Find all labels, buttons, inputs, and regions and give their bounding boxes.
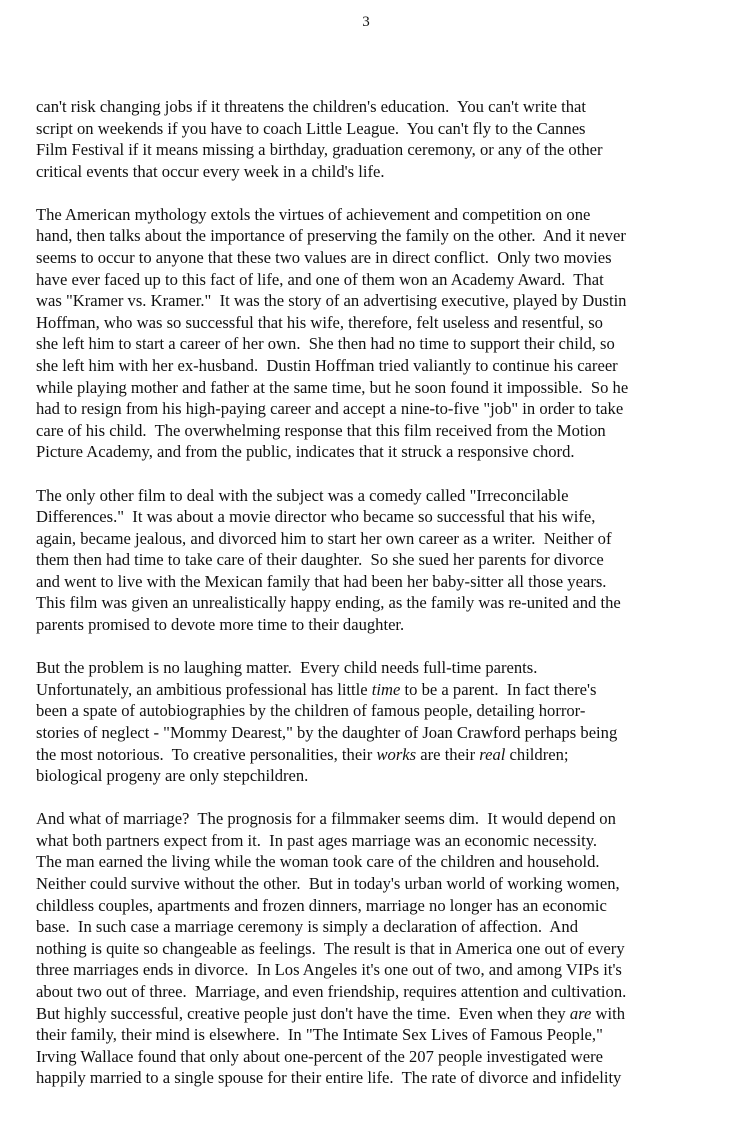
text-segment: and went to live with the Mexican family that had been her baby-sitter all those years. [36, 571, 607, 591]
text-segment: again, became jealous, and divorced him to start her own career as a writer. Neither of [36, 528, 612, 548]
text-line [36, 225, 726, 247]
text-line [36, 485, 726, 507]
text-line [36, 830, 726, 852]
text-segment: hand, then talks about the importance of preserving the family on the other. And it never [36, 226, 626, 246]
paragraph [36, 96, 726, 182]
text-segment: Picture Academy, and from the public, indicates that it struck a responsive chord. [36, 442, 575, 462]
text-line [36, 744, 726, 766]
text-line [36, 398, 726, 420]
text-line [36, 808, 726, 830]
page-number: 3 [362, 14, 370, 30]
italic-text: real [479, 744, 506, 764]
text-line [36, 700, 726, 722]
italic-text: works [376, 744, 417, 764]
text-segment: biological progeny are only stepchildren. [36, 766, 309, 786]
text-line [36, 290, 726, 312]
text-line [36, 765, 726, 787]
text-segment: have ever faced up to this fact of life, and one of them won an Academy Award. That [36, 269, 604, 289]
text-line [36, 571, 726, 593]
text-segment: can't risk changing jobs if it threatens the children's education. You can't write that [36, 97, 586, 116]
text-segment: about two out of three. Marriage, and even friendship, requires attention and cultivation. [36, 981, 627, 1001]
text-line [36, 269, 726, 291]
text-segment: The only other film to deal with the subject was a comedy called "Irreconcilable [36, 485, 569, 505]
text-line [36, 333, 726, 355]
text-line [36, 614, 726, 636]
text-line [36, 161, 726, 183]
text-line [36, 959, 726, 981]
text-line [36, 204, 726, 226]
text-line [36, 549, 726, 571]
text-segment: the most notorious. To creative personalities, their [36, 744, 377, 764]
text-segment: happily married to a single spouse for their entire life. The rate of divorce and infidelity [36, 1068, 622, 1088]
text-segment: The man earned the living while the woman took care of the children and household. [36, 852, 600, 872]
text-segment: was "Kramer vs. Kramer." It was the story of an advertising executive, played by Dustin [36, 291, 627, 311]
text-segment: critical events that occur every week in a child's life. [36, 161, 385, 181]
text-line [36, 895, 726, 917]
text-line [36, 312, 726, 334]
text-line [36, 1024, 726, 1046]
text-segment: been a spate of autobiographies by the children of famous people, detailing horror- [36, 701, 586, 721]
paragraph [36, 204, 726, 463]
text-segment: them then had time to take care of their daughter. So she sued her parents for divorce [36, 550, 604, 570]
text-line [36, 916, 726, 938]
text-segment: This film was given an unrealistically happy ending, as the family was re-united and the [36, 593, 621, 613]
text-line [36, 722, 726, 744]
text-segment: she left him with her ex-husband. Dustin Hoffman tried valiantly to continue his career [36, 356, 618, 376]
text-segment: Differences." It was about a movie director who became so successful that his wife, [36, 507, 596, 527]
text-segment: But highly successful, creative people just don't have the time. Even when they [36, 1003, 570, 1023]
text-line [36, 851, 726, 873]
text-segment: what both partners expect from it. In past ages marriage was an economic necessity. [36, 830, 598, 850]
text-segment: And what of marriage? The prognosis for a filmmaker seems dim. It would depend on [36, 809, 616, 829]
text-line [36, 528, 726, 550]
italic-text: time [371, 679, 401, 699]
text-line [36, 420, 726, 442]
text-line [36, 679, 726, 701]
text-segment: had to resign from his high-paying career and accept a nine-to-five "job" in order to take [36, 399, 624, 419]
text-segment: Neither could survive without the other. But in today's urban world of working women, [36, 874, 620, 893]
text-line [36, 1046, 726, 1068]
text-segment: care of his child. The overwhelming response that this film received from the Motion [36, 420, 606, 440]
text-line [36, 96, 726, 118]
text-line [36, 506, 726, 528]
text-segment: Hoffman, who was so successful that his wife, therefore, felt useless and resentful, so [36, 312, 603, 332]
paragraph [36, 657, 726, 787]
text-segment: while playing mother and father at the same time, but he soon found it impossible. So he [36, 377, 629, 397]
text-segment: parents promised to devote more time to their daughter. [36, 615, 405, 635]
text-segment: The American mythology extols the virtues of achievement and competition on one [36, 204, 591, 224]
text-segment: their family, their mind is elsewhere. In "The Intimate Sex Lives of Famous People," [36, 1025, 603, 1045]
text-line [36, 377, 726, 399]
text-segment: Film Festival if it means missing a birthday, graduation ceremony, or any of the other [36, 140, 603, 160]
text-line [36, 657, 726, 679]
paragraph [36, 485, 726, 636]
paragraph [36, 808, 726, 1089]
text-line [36, 139, 726, 161]
text-segment: children; [505, 744, 569, 764]
text-line [36, 1003, 726, 1025]
text-segment: But the problem is no laughing matter. Every child needs full-time parents. [36, 658, 538, 678]
text-segment: childless couples, apartments and frozen dinners, marriage no longer has an economic [36, 895, 607, 915]
text-segment: Irving Wallace found that only about one-percent of the 207 people investigated were [36, 1046, 603, 1066]
text-line [36, 247, 726, 269]
text-line [36, 873, 726, 895]
text-line [36, 938, 726, 960]
text-segment: nothing is quite so changeable as feelings. The result is that in America one out of every [36, 938, 625, 958]
text-segment: three marriages ends in divorce. In Los Angeles it's one out of two, and among VIPs it's [36, 960, 622, 980]
text-line [36, 355, 726, 377]
text-segment: are their [416, 744, 480, 764]
italic-text: are [569, 1003, 592, 1023]
text-line [36, 441, 726, 463]
text-segment: with [591, 1003, 626, 1023]
text-segment: base. In such case a marriage ceremony is simply a declaration of affection. And [36, 917, 579, 937]
text-segment: Unfortunately, an ambitious professional has little [36, 679, 372, 699]
document-body [36, 96, 726, 1110]
text-line [36, 1067, 726, 1089]
text-line [36, 118, 726, 140]
text-line [36, 592, 726, 614]
text-line [36, 981, 726, 1003]
text-segment: she left him to start a career of her own. She then had no time to support their child, so [36, 334, 615, 354]
text-segment: stories of neglect - "Mommy Dearest," by the daughter of Joan Crawford perhaps being [36, 722, 618, 742]
text-segment: seems to occur to anyone that these two values are in direct conflict. Only two movies [36, 248, 612, 268]
text-segment: to be a parent. In fact there's [400, 679, 597, 699]
text-segment: script on weekends if you have to coach Little League. You can't fly to the Cannes [36, 118, 586, 138]
